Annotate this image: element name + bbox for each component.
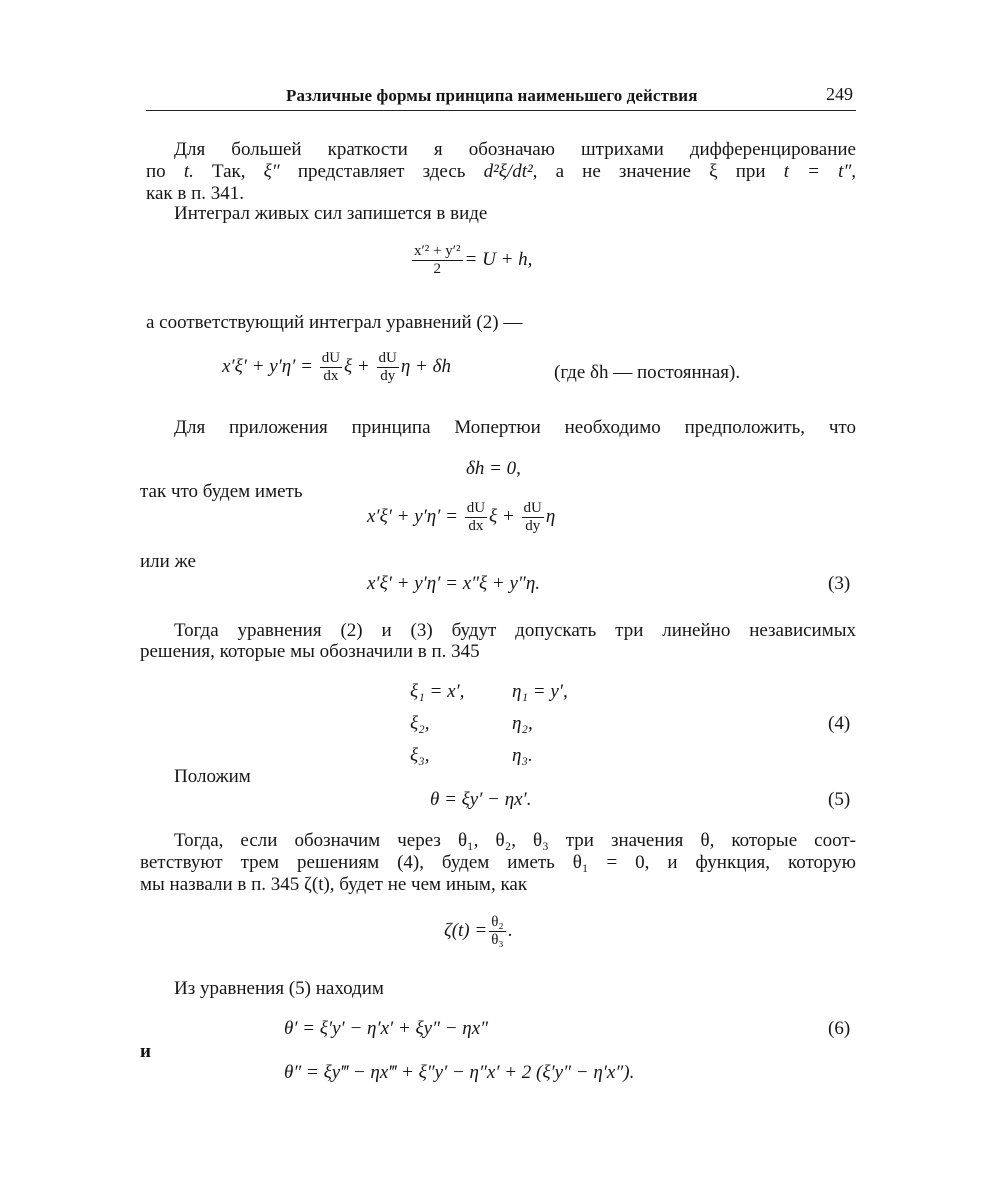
eq2-fr2-num: dU [378, 350, 397, 366]
equation-7 [284, 1062, 634, 1084]
equation-3-number: (3) [828, 573, 851, 594]
eqb-fr2-num: dU [523, 500, 542, 516]
p1-condition: t = t″, [783, 161, 857, 182]
eq2-fr2-den: dy [380, 368, 396, 384]
paragraph-1-line-3: как в п. 341. [146, 183, 244, 204]
equation-5 [430, 789, 531, 811]
eqb-fr1-den: dx [468, 518, 484, 534]
paragraph-1-line-1: Для большей краткости я обозначаю штрихами дифференцирование [174, 139, 856, 160]
equation-6-number: (6) [828, 1018, 851, 1039]
eqb-end: η [545, 505, 556, 527]
paragraph-9-line-3: мы назвали в п. 345 ζ(t), будет не чем иным, как [140, 874, 528, 895]
eq4-r2b: η₂, [512, 713, 533, 734]
eq2-fr1-num: dU [321, 350, 341, 366]
equation-energy-integral [410, 243, 532, 278]
equation-zeta [444, 914, 512, 949]
p1-word-tak: Так, [211, 161, 246, 182]
eq4-row1-col2 [512, 681, 568, 703]
eq2-note: (где δh — постоянная). [554, 362, 741, 383]
paragraph-5: так что будем иметь [140, 481, 303, 502]
equation-3 [367, 573, 540, 595]
header-rule [146, 110, 856, 111]
eqb-fr2-den: dy [525, 518, 541, 534]
equation-variation-2 [367, 500, 555, 535]
eq4-r3b: η₃. [512, 745, 533, 766]
equation-6 [284, 1018, 488, 1040]
eq2-fr1-den: dx [323, 368, 339, 384]
eq2-lhs: x′ξ′ + y′η′ = [222, 355, 313, 377]
p1-var-t: t. [183, 161, 194, 182]
eq4-row3-col2 [512, 745, 533, 767]
eq4-r1a: ξ₁ = x′, [410, 681, 465, 702]
page-number: 249 [826, 84, 853, 104]
eqb-fraction-2 [522, 500, 544, 535]
paragraph-3: а соответствующий интеграл уравнений (2) — [146, 312, 523, 333]
zeta-lhs: ζ(t) = [444, 919, 488, 941]
eq4-r2a: ξ₂, [410, 713, 430, 734]
eq2-fraction-1 [320, 350, 342, 385]
paragraph-7-line-1: Тогда уравнения (2) и (3) будут допускать три линейно независимых [174, 620, 856, 641]
paragraph-9-line-1: Тогда, если обозначим через θ₁, θ₂, θ₃ три значения θ, которые соот- [174, 830, 856, 851]
eqb-lhs: x′ξ′ + y′η′ = [367, 505, 458, 527]
paragraph-2: Интеграл живых сил запишется в виде [174, 203, 488, 224]
eq1-denominator: 2 [433, 261, 442, 277]
p1-phrase-2: а не значение ξ при [555, 161, 766, 182]
paragraph-4: Для приложения принципа Мопертюи необходимо предположить, что [174, 417, 856, 438]
eq6-text: θ′ = ξ′y′ − η′x′ + ξy″ − ηx″ [284, 1018, 489, 1039]
p1-word-po: по [146, 161, 166, 182]
paragraph-11: и [140, 1041, 151, 1062]
equation-5-number: (5) [828, 789, 851, 810]
eq1-rhs: = U + h, [464, 248, 533, 270]
eq4-r1b: η₁ = y′, [512, 681, 568, 702]
zeta-end: . [507, 919, 513, 941]
eq2-end: η + δh [400, 355, 451, 377]
paragraph-8: Положим [174, 766, 251, 787]
eq4-row2-col1 [410, 713, 430, 735]
paragraph-10: Из уравнения (5) находим [174, 978, 384, 999]
zeta-num: θ₂ [491, 914, 504, 930]
eqb-mid: ξ + [489, 505, 515, 527]
eq4-row2-col2 [512, 713, 533, 735]
eq4-r3a: ξ₃, [410, 745, 430, 766]
eqb-fr1-num: dU [466, 500, 486, 516]
equation-delta-h [466, 458, 521, 480]
p1-expr: d²ξ/dt², [483, 161, 538, 182]
eq5-text: θ = ξy′ − ηx′. [430, 789, 532, 810]
paragraph-1-line-2 [146, 161, 856, 183]
eq1-numerator: x′² + y′² [414, 243, 461, 259]
eqb-fraction-1 [465, 500, 487, 535]
zeta-fraction [489, 914, 505, 949]
p1-var-xi: ξ″ [263, 161, 280, 182]
paragraph-9-line-2: ветствуют трем решениям (4), будем иметь θ₁ = 0, и функция, которую [140, 852, 856, 873]
equation-variation [222, 350, 451, 385]
eq1-fraction [412, 243, 463, 278]
equation-4-number: (4) [828, 713, 851, 734]
eq3-text: x′ξ′ + y′η′ = x″ξ + y″η. [367, 573, 541, 594]
paragraph-7-line-2: решения, которые мы обозначили в п. 345 [140, 641, 480, 662]
eq4-row1-col1 [410, 681, 464, 703]
eq4-row3-col1 [410, 745, 430, 767]
paragraph-6: или же [140, 551, 196, 572]
eq7-text: θ″ = ξy‴ − ηx‴ + ξ″y′ − η″x′ + 2 (ξ′y″ − η′x″). [284, 1062, 635, 1083]
eq2-fraction-2 [377, 350, 399, 385]
zeta-den: θ₃ [491, 932, 504, 948]
p1-phrase: представляет здесь [297, 161, 466, 182]
eq2-mid: ξ + [344, 355, 370, 377]
eq-dh-text: δh = 0, [466, 458, 521, 479]
running-header-title: Различные формы принципа наименьшего действия [286, 86, 698, 105]
